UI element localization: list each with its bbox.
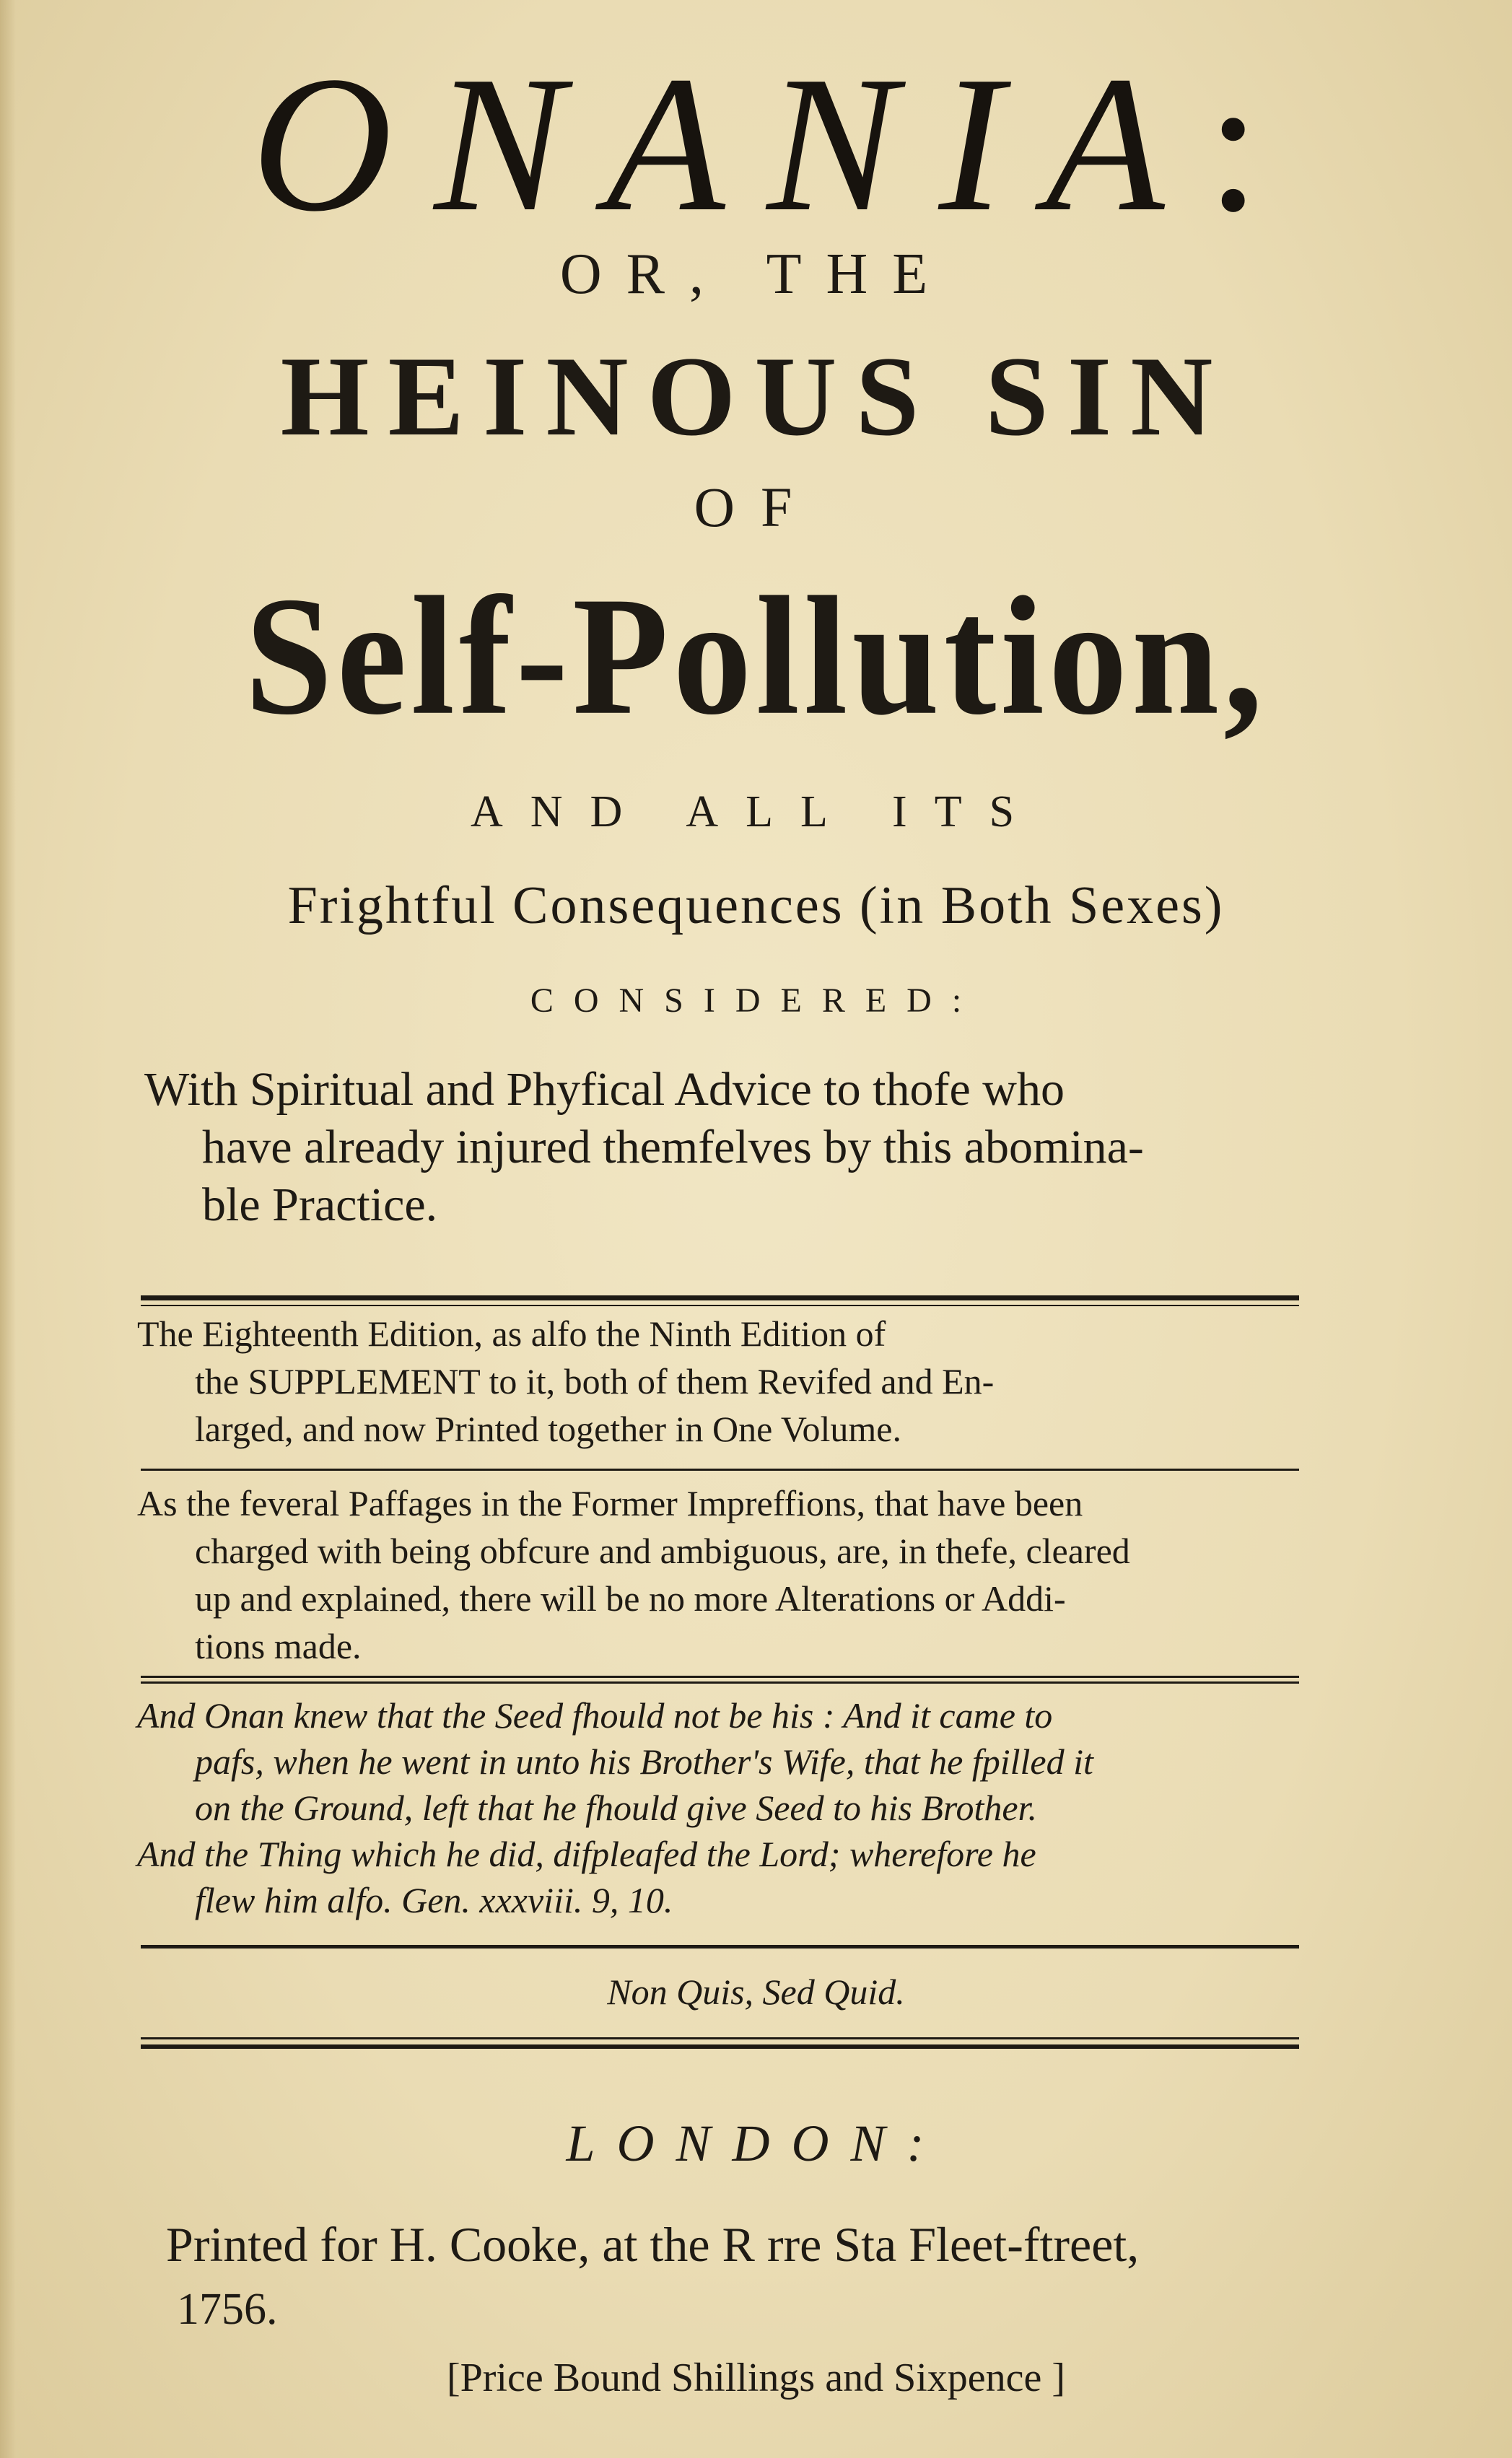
- scripture-line: on the Ground, left that he fhould give Seed to his Brother.: [195, 1788, 1037, 1828]
- passages-line: As the feveral Paffages in the Former Impreffions, that have been: [137, 1483, 1083, 1523]
- subtitle-self-pollution: Self-Pollution,: [245, 562, 1267, 751]
- motto: Non Quis, Sed Quid.: [607, 1972, 905, 2012]
- scripture-quote: [137, 1692, 1321, 1923]
- advice-line: have already injured themfelves by this abomina-: [202, 1121, 1144, 1173]
- book-title: ONANIA:: [251, 36, 1261, 252]
- subtitle-frightful-consequences: Frightful Consequences (in Both Sexes): [287, 876, 1225, 935]
- imprint-city: LONDON:: [566, 2114, 946, 2172]
- rule-double-top: [141, 1676, 1299, 1678]
- scripture-line: And the Thing which he did, difpleafed the Lord; wherefore he: [137, 1834, 1036, 1874]
- passages-line: up and explained, there will be no more Alterations or Addi-: [195, 1578, 1066, 1619]
- rule-divider: [141, 1469, 1299, 1471]
- advice-line: ble Practice.: [202, 1178, 438, 1231]
- rule-double-bottom: [141, 1681, 1299, 1684]
- rule-double-bottom: [141, 2044, 1299, 2049]
- rule-thin: [141, 1305, 1299, 1306]
- advice-line: With Spiritual and Phyfical Advice to thofe who: [144, 1063, 1065, 1116]
- subtitle-or-the: OR, THE: [559, 242, 953, 306]
- rule-double-top: [141, 2037, 1299, 2039]
- imprint-year: 1756.: [177, 2285, 278, 2334]
- subtitle-and-all-its: AND ALL ITS: [470, 787, 1042, 836]
- passages-line: tions made.: [195, 1626, 362, 1666]
- imprint-printer: Printed for H. Cooke, at the R rre Sta Fleet-ftreet,: [166, 2217, 1140, 2272]
- advice-paragraph: [144, 1061, 1328, 1234]
- rule-divider: [141, 1945, 1299, 1949]
- rule-thick: [141, 1295, 1299, 1300]
- subtitle-considered: CONSIDERED:: [530, 981, 982, 1020]
- edition-line: the SUPPLEMENT to it, both of them Revifed and En-: [195, 1361, 995, 1401]
- passages-line: charged with being obfcure and ambiguous, are, in thefe, cleared: [195, 1531, 1130, 1571]
- subtitle-heinous-sin: HEINOUS SIN: [280, 333, 1232, 460]
- scripture-line: And Onan knew that the Seed fhould not be his : And it came to: [137, 1695, 1053, 1736]
- edition-paragraph: [137, 1310, 1321, 1453]
- imprint-price: [Price Bound Shillings and Sixpence ]: [446, 2356, 1065, 2400]
- scripture-line: flew him alfo. Gen. xxxviii. 9, 10.: [195, 1880, 673, 1920]
- scripture-line: pafs, when he went in unto his Brother's Wife, that he fpilled it: [195, 1741, 1093, 1782]
- edition-line: The Eighteenth Edition, as alfo the Ninth Edition of: [137, 1313, 886, 1354]
- passages-paragraph: [137, 1479, 1321, 1670]
- subtitle-of: OF: [694, 476, 818, 538]
- edition-line: larged, and now Printed together in One Volume.: [195, 1409, 902, 1449]
